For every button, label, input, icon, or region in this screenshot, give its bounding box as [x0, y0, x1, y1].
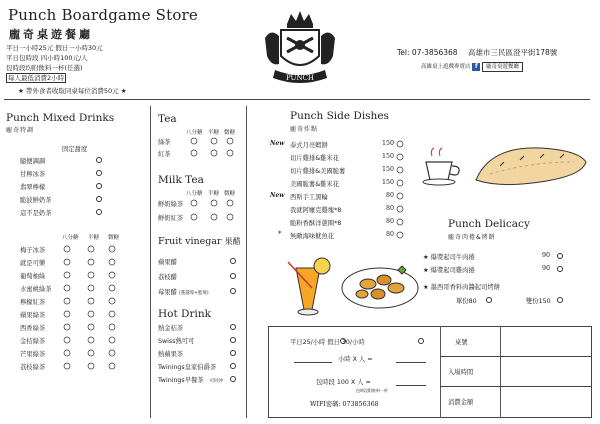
address: 高雄市三民區澄平街178號 [467, 48, 558, 57]
fill-line [396, 385, 426, 386]
phone-number: Tel: 07-3856368 [397, 48, 458, 57]
dish-item: 無敵海味魷魚花 [290, 233, 335, 240]
burrito-illustration-icon [470, 136, 592, 192]
drink-item: 蘋果醋 [158, 259, 177, 266]
sweetness-col: 微糖 [108, 235, 120, 241]
drink-item: 金桔綠茶 [20, 338, 46, 345]
sweetness-col: 半糖 [208, 130, 220, 136]
drink-item: Twinings早餐茶 可回沖 [158, 377, 224, 384]
drink-item: 甘檸冰茶 [20, 171, 46, 178]
new-tag: New [270, 140, 285, 147]
side-dishes-title-zh: 龐奇炸點 [290, 126, 319, 133]
single-portion-price: 單份80 [456, 298, 477, 305]
star-icon: ★ [423, 254, 429, 261]
star-icon: ★ [423, 267, 429, 274]
table-number-label: 桌號 [455, 339, 468, 346]
order-checkbox[interactable] [96, 209, 102, 215]
entry-time-field[interactable] [502, 358, 590, 384]
sweetness-col: 半糖 [88, 235, 100, 241]
order-checkbox[interactable] [230, 288, 236, 294]
drink-item: Swiss熱可可 [158, 338, 195, 345]
tea-title: Tea [158, 113, 177, 125]
tea-checkboxes[interactable] [190, 136, 240, 160]
crown-logo-icon [255, 8, 345, 96]
rate-line: 每人最低消費2小時 [8, 74, 65, 82]
dish-price: 150 [382, 179, 395, 186]
contact-line [397, 47, 557, 58]
fruit-vinegar-title: Fruit vinegar 果醋 [158, 236, 241, 247]
rate-summary: 平日25/小時 假日 30/小時 [290, 339, 365, 346]
drink-item: 翡翠檸檬 [20, 184, 46, 191]
star-icon: ★ [18, 87, 24, 95]
drink-item: 芒果綠茶 [20, 351, 46, 358]
drink-item: 梅子冰茶 [20, 247, 46, 254]
fried-snacks-illustration-icon [340, 256, 420, 312]
dish-price: 150 [382, 140, 395, 147]
drink-item: 熱蘋果茶 [158, 351, 184, 358]
drink-item: 就是可樂 [20, 260, 46, 267]
order-checkbox[interactable] [230, 350, 236, 356]
drink-item: 莓果醋 (蔓越莓+藍莓) [158, 289, 209, 296]
drink-item: 鮮奶紅茶 [158, 215, 184, 222]
sweetness-col: 微糖 [224, 191, 236, 197]
dish-price: 80 [386, 231, 395, 238]
order-checkbox[interactable] [486, 297, 492, 303]
dish-item: 切片雞排&雞米花 [290, 155, 339, 162]
drink-item: 荔枝綠茶 [20, 364, 46, 371]
hot-drink-title: Hot Drink [158, 308, 211, 320]
order-checkbox[interactable] [96, 170, 102, 176]
dish-item: 我就阿嬤克雞塊*8 [290, 207, 342, 214]
form-row-line [440, 386, 592, 387]
dish-item: 美國脆薯&雞米花 [290, 181, 339, 188]
fill-line [396, 362, 426, 363]
cocktail-illustration-icon [282, 252, 334, 318]
order-checkbox[interactable] [96, 157, 102, 163]
rate-line: 平日一小時25元 假日一小時30元 [6, 44, 103, 52]
delicacy-title-zh: 龐奇肉捲&烤餅 [448, 234, 496, 241]
column-divider [246, 106, 247, 418]
fb-page-name: 龐奇桌遊餐廳 [482, 62, 523, 72]
sweetness-checkbox-grid[interactable] [62, 244, 122, 374]
package-note: 包時段附飲料一杯 [356, 388, 388, 393]
dish-item: 西斯手工黑輪 [290, 194, 328, 201]
rate-list [6, 43, 103, 83]
amount-field[interactable] [502, 388, 590, 416]
sweetness-col: 半糖 [208, 191, 220, 197]
order-checkbox[interactable] [96, 196, 102, 202]
star-icon: ★ [120, 87, 127, 95]
drink-item: 鮮奶綠茶 [158, 201, 184, 208]
double-portion-price: 雙份150 [526, 298, 551, 305]
drink-item: 這不是奶茶 [20, 210, 52, 217]
dish-checkboxes[interactable] [396, 139, 406, 243]
wifi-password: WIFI密碼: 073856368 [310, 401, 379, 408]
side-dishes-title: Punch Side Dishes [290, 110, 389, 122]
dish-price: 80 [386, 218, 395, 225]
form-row-line [440, 356, 592, 357]
dish-item: 泰式月亮蝦餅 [290, 142, 328, 149]
star-mark: * [278, 230, 282, 238]
fill-line [294, 362, 332, 363]
order-checkbox[interactable] [230, 363, 236, 369]
star-icon: ★ [423, 284, 429, 291]
delicacy-item: ★ 爆漿起司牛肉捲 [423, 254, 475, 261]
order-checkbox[interactable] [418, 338, 424, 344]
column-divider [150, 106, 151, 418]
drink-item: 蘋果綠茶 [20, 312, 46, 319]
svg-text:PUNCH: PUNCH [285, 74, 315, 82]
dish-price: 150 [382, 166, 395, 173]
drink-item: 熱金桔茶 [158, 325, 184, 332]
drink-item: 紅茶 [158, 151, 171, 158]
delicacy-item: ★ 墨西哥香料肉醬起司烤餅 [423, 284, 500, 291]
delicacy-price: 90 [542, 265, 551, 272]
fixed-sweetness-label: 固定甜度 [62, 146, 88, 153]
drink-item: 荔枝醋 [158, 274, 177, 281]
header-divider [4, 99, 590, 100]
dish-item: 脆粉香酥洋蔥圈*8 [290, 220, 342, 227]
order-checkbox[interactable] [96, 183, 102, 189]
order-checkbox[interactable] [557, 253, 563, 259]
dish-item: 切片雞排&美國脆薯 [290, 168, 346, 175]
order-checkbox[interactable] [230, 376, 236, 382]
order-checkbox[interactable] [557, 266, 563, 272]
dish-price: 80 [386, 205, 395, 212]
rate-line: 包時段均附飲料一杯(任選) [6, 64, 83, 72]
table-number-field[interactable] [502, 328, 590, 354]
drink-item: 綠茶 [158, 139, 171, 146]
sweetness-col: 微糖 [224, 130, 236, 136]
milk-tea-checkboxes[interactable] [190, 198, 240, 224]
order-checkbox[interactable] [340, 338, 346, 344]
order-checkbox[interactable] [230, 273, 236, 279]
form-divider [500, 326, 501, 418]
delicacy-item: ★ 爆漿起司雞肉捲 [423, 267, 475, 274]
package-calc-line: 包時段 100 X 人 = [316, 379, 371, 386]
drink-item: Twinings皇家伯爵茶 [158, 364, 217, 371]
mixed-drinks-title-zh: 龐奇特調 [6, 127, 35, 134]
entry-time-label: 入場時間 [448, 369, 474, 376]
order-checkbox[interactable] [230, 258, 236, 264]
delicacy-title: Punch Delicacy [448, 218, 530, 230]
facebook-icon: f [472, 63, 480, 71]
new-tag: New [270, 192, 285, 199]
order-checkbox[interactable] [230, 337, 236, 343]
mixed-drinks-title: Punch Mixed Drinks [6, 112, 115, 124]
teacup-illustration-icon [418, 146, 466, 188]
sweetness-col: 八分糖 [186, 191, 203, 197]
drink-item: 西香綠茶 [20, 325, 46, 332]
form-divider [440, 326, 441, 418]
milk-tea-title: Milk Tea [158, 174, 204, 186]
order-checkbox[interactable] [557, 297, 563, 303]
drink-item: 隨便調調 [20, 158, 46, 165]
store-title-zh: 龐奇桌遊餐廳 [9, 28, 93, 41]
drink-item: 水蜜桃綠茶 [20, 286, 52, 293]
amount-label: 消費金額 [448, 399, 474, 406]
order-checkbox[interactable] [230, 324, 236, 330]
drink-item: 葡萄柚綠 [20, 273, 46, 280]
hours-calc-line: 小時 X 人 = [338, 356, 373, 363]
rate-line: 平日包時段 四小時100元/人 [6, 54, 88, 62]
dish-price: 80 [386, 192, 395, 199]
social-badges: 高雄桌上遊戲專賣店 f 龐奇桌遊餐廳 [421, 62, 523, 71]
sweetness-col: 八分糖 [62, 235, 79, 241]
drink-item: 檸檬紅茶 [20, 299, 46, 306]
outside-food-note: ★ 帶外食者收取同桌每位消費50元 ★ [18, 87, 127, 95]
sweetness-col: 八分糖 [186, 130, 203, 136]
store-title: Punch Boardgame Store [8, 6, 199, 24]
drink-item: 脆波鮮奶茶 [20, 197, 52, 204]
dish-price: 150 [382, 153, 395, 160]
delicacy-price: 90 [542, 252, 551, 259]
